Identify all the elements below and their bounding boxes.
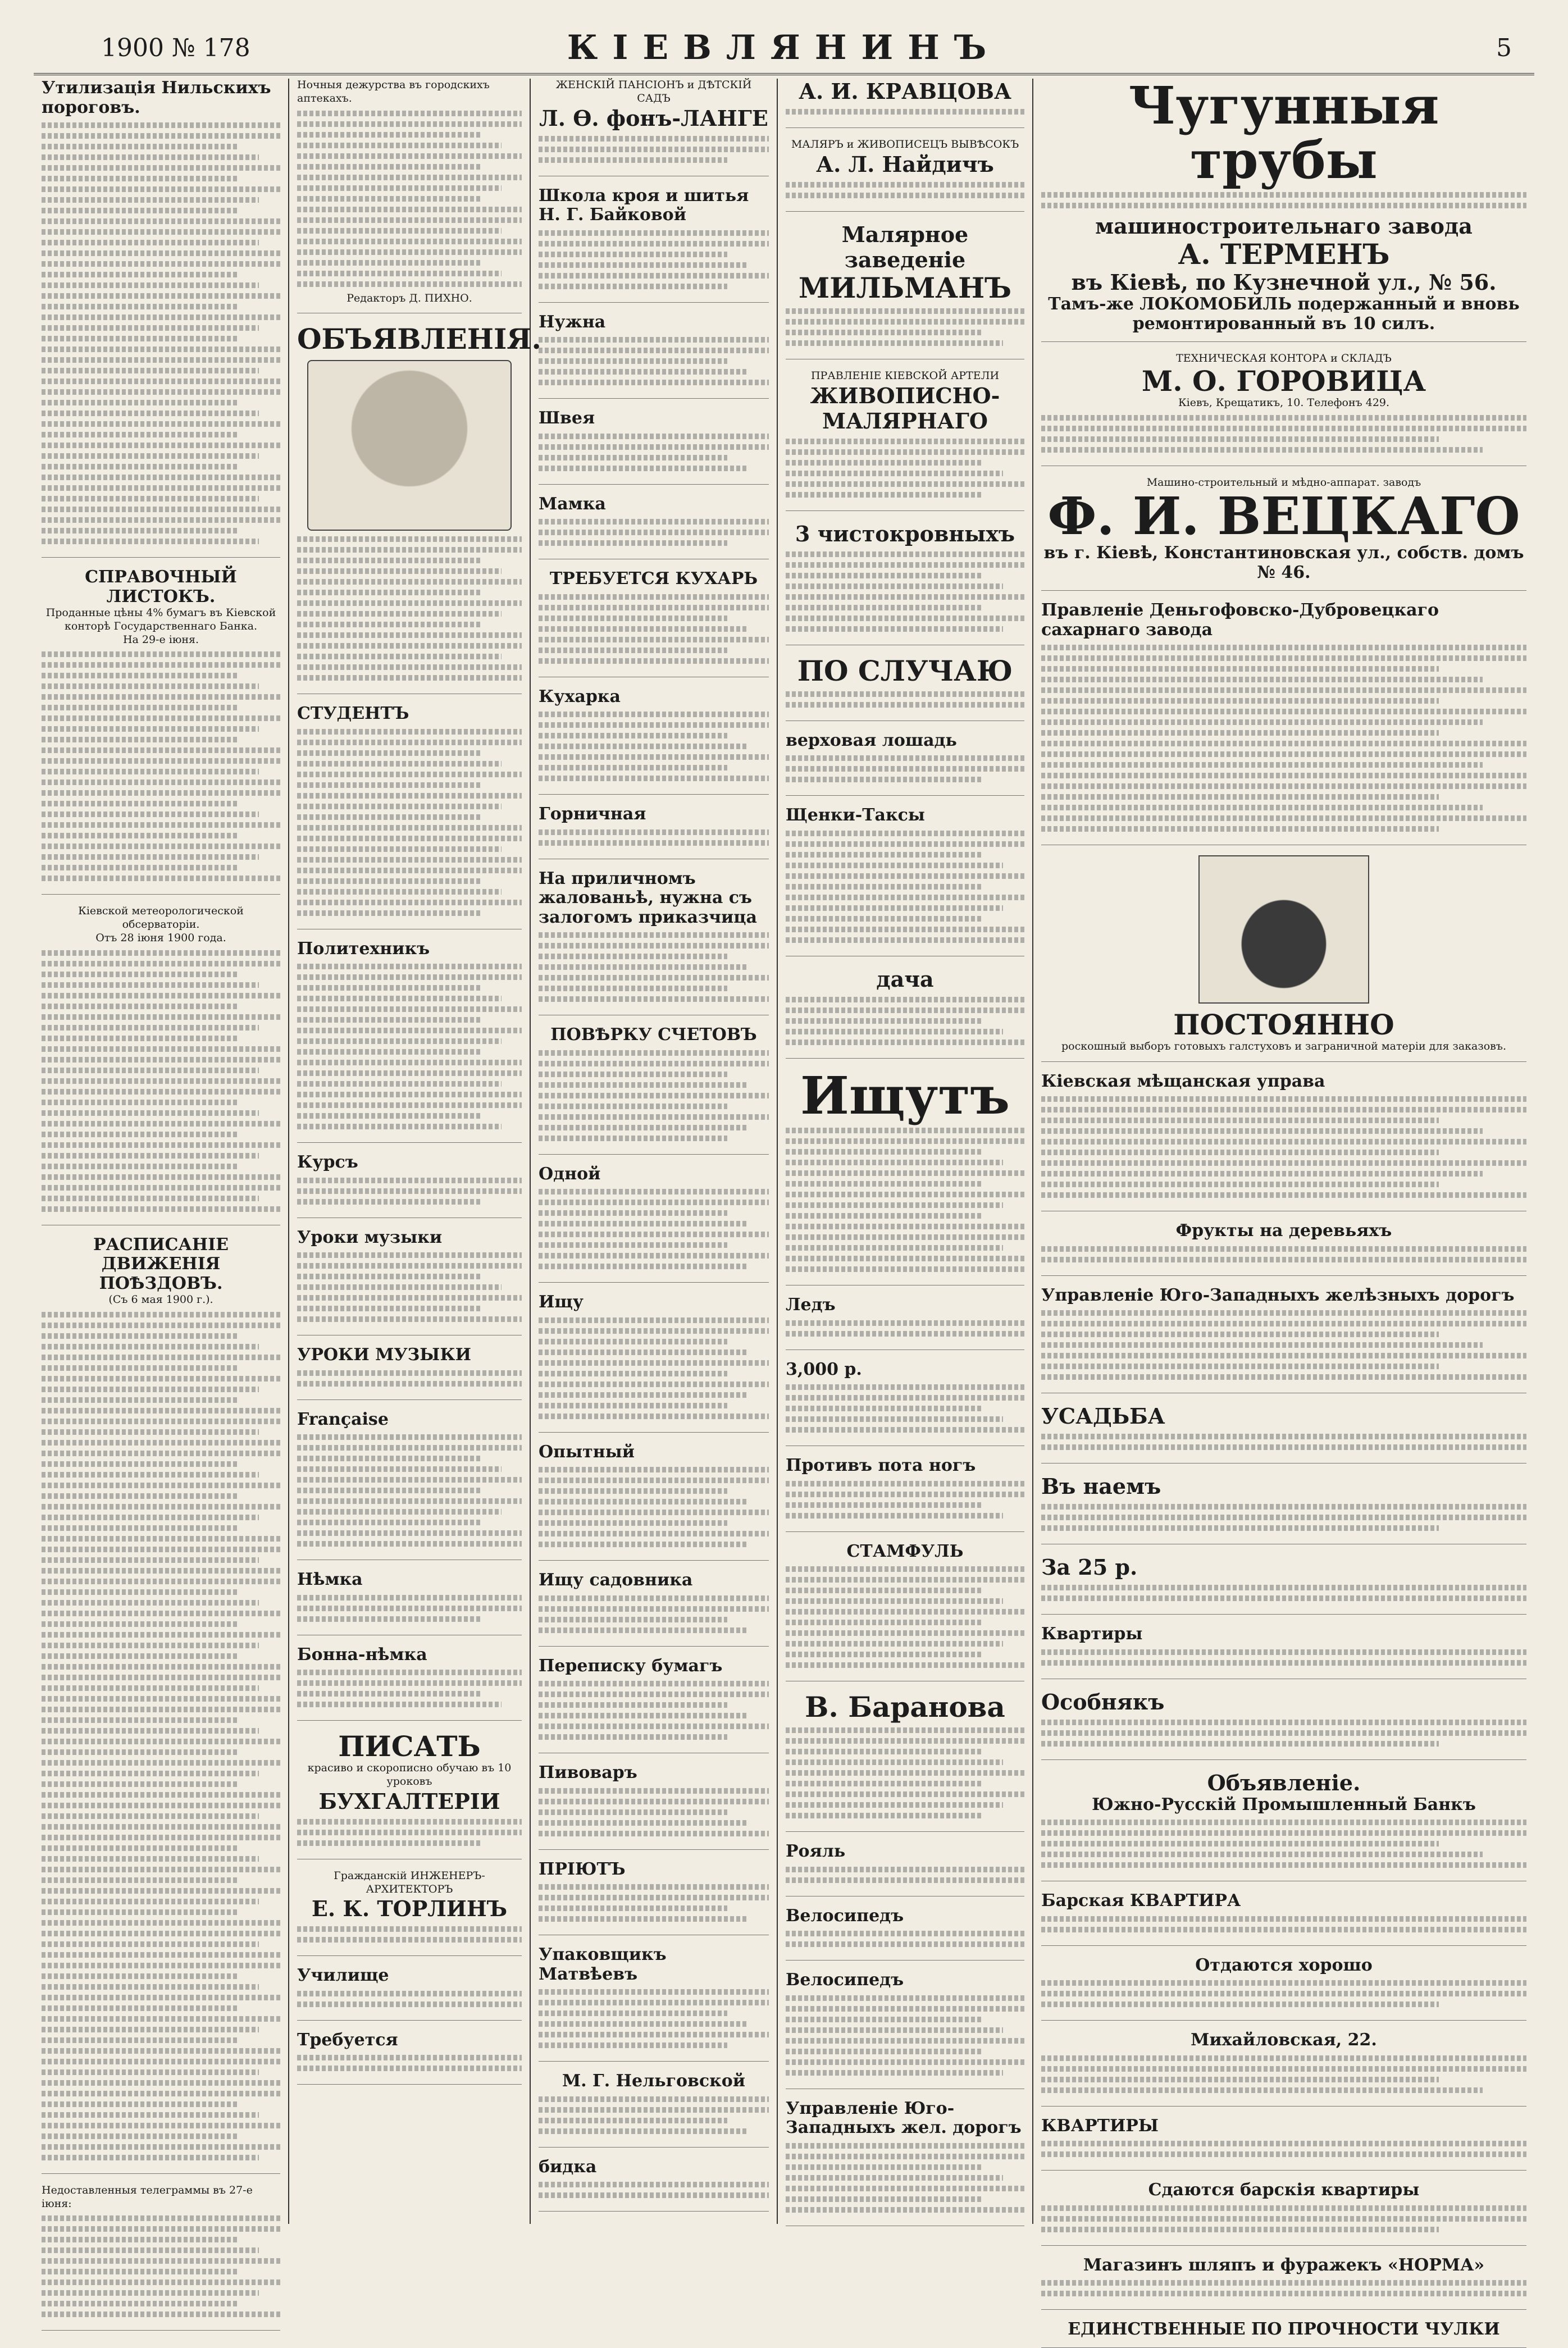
ad-purebred xyxy=(786,521,1024,645)
pension-name: Л. Ѳ. фонъ-ЛАНГЕ xyxy=(539,105,768,131)
ad-bicycle xyxy=(786,1907,1024,1961)
dacha-title: дача xyxy=(876,966,934,992)
notice-title: Объявленіе. xyxy=(1207,1770,1361,1795)
schedule-title: РАСПИСАНІЕ ДВИЖЕНІЯ ПОѢЗДОВЪ. xyxy=(93,1234,229,1293)
column-3 xyxy=(531,79,778,2224)
ad-cook-woman xyxy=(539,687,769,795)
ad-keyword: УРОКИ МУЗЫКИ xyxy=(297,1345,471,1365)
ad-student xyxy=(297,704,522,929)
ad-25-rub xyxy=(1041,1554,1526,1615)
ad-salesgirl xyxy=(539,869,769,1016)
ad-apartments xyxy=(1041,1625,1526,1679)
column-2 xyxy=(289,79,541,2224)
ad-keyword: Политехникъ xyxy=(297,938,430,959)
ad-keyword: Щенки-Таксы xyxy=(786,805,925,825)
painter-title: МАЛЯРЪ и ЖИВОПИСЕЦЪ ВЫВѢСОКЪ xyxy=(791,138,1019,151)
horovits-title: ТЕХНИЧЕСКАЯ КОНТОРА и СКЛАДЪ xyxy=(1176,352,1392,365)
ad-paint-shop xyxy=(786,222,1024,359)
ad-required xyxy=(297,2031,522,2085)
purebred-title: 3 чистокровныхъ xyxy=(795,521,1015,546)
pipes-title: Чугунныя трубы xyxy=(1128,75,1439,190)
ad-keyword: Нужна xyxy=(539,312,606,332)
ad-rent-apartments xyxy=(1041,2181,1526,2246)
ad-school xyxy=(297,1966,522,2021)
ad-keyword: Требуется xyxy=(297,2030,398,2050)
painter-name: А. Л. Найдичъ xyxy=(816,151,994,177)
ad-bicycle-2 xyxy=(786,1971,1024,2089)
ad-course xyxy=(297,1153,522,1218)
neckties-title: ПОСТОЯННО xyxy=(1173,1008,1394,1042)
neckties-sub: роскошный выборъ готовыхъ галстуховъ и заграничной матеріи для заказовъ. xyxy=(1061,1040,1507,1053)
ad-keyword: Курсъ xyxy=(297,1152,358,1173)
southwest-title: Управленіе Юго-Западныхъ желѣзныхъ дорогъ xyxy=(1041,1285,1515,1305)
occasion-title: ПО СЛУЧАЮ xyxy=(797,654,1013,687)
ad-nelgovsky xyxy=(539,2072,769,2148)
ad-sewing-school xyxy=(539,186,769,303)
pipes-subtitle: машиностроительнаго завода xyxy=(1095,213,1473,239)
ad-deposit xyxy=(786,1360,1024,1447)
ad-brewer xyxy=(539,1763,769,1850)
ad-seamstress xyxy=(539,409,769,485)
ad-single xyxy=(539,1165,769,1283)
ad-sugar-board xyxy=(1041,601,1526,845)
ad-stockings xyxy=(1041,2320,1526,2348)
ad-wetnurse xyxy=(539,495,769,560)
ad-keyword: Швея xyxy=(539,408,595,428)
ad-kravtsova xyxy=(786,79,1024,128)
ad-politechnik xyxy=(297,940,522,1143)
bank-name: Южно-Русскій Промышленный Банкъ xyxy=(1092,1794,1476,1814)
paint-shop-name: МИЛЬМАНЪ xyxy=(798,271,1012,304)
stamful-title: СТАМФУЛЬ xyxy=(846,1541,964,1561)
ad-keyword: СТУДЕНТЪ xyxy=(297,704,409,724)
editor-line: Редакторъ Д. ПИХНО. xyxy=(347,291,472,304)
horovits-name: М. О. ГОРОВИЦА xyxy=(1141,364,1426,398)
ad-keyword: ПРІЮТЪ xyxy=(539,1859,626,1879)
ad-meshchanskaya xyxy=(1041,1072,1526,1212)
ad-architect-title: Гражданскій ИНЖЕНЕРЪ-АРХИТЕКТОРЪ xyxy=(334,1869,485,1895)
ad-keyword: Барская КВАРТИРА xyxy=(1041,1891,1241,1911)
ad-music-lessons-2 xyxy=(297,1346,522,1400)
ad-southwest-railways xyxy=(1041,1286,1526,1394)
ad-bank-notice xyxy=(1041,1770,1526,1882)
ad-keyword: КВАРТИРЫ xyxy=(1041,2116,1159,2136)
nelgovsky-title: М. Г. Нельговской xyxy=(562,2071,746,2091)
termen-name: А. ТЕРМЕНЪ xyxy=(1178,238,1390,271)
ad-occasion xyxy=(786,655,1024,721)
ad-copying xyxy=(539,1657,769,1754)
ad-artel xyxy=(786,370,1024,511)
artel-name: ЖИВОПИСНО-МАЛЯРНАГО xyxy=(810,382,1000,434)
ad-keyword: Квартиры xyxy=(1041,1624,1143,1644)
ad-norma xyxy=(1041,2256,1526,2310)
ad-keyword: Пивоваръ xyxy=(539,1763,637,1782)
exchange-section xyxy=(42,568,280,895)
meteo-section xyxy=(42,905,280,1225)
column-5 xyxy=(1033,75,1534,2340)
ad-bidka xyxy=(539,2158,769,2212)
ad-dacha xyxy=(786,966,1024,1059)
ad-apartments-2 xyxy=(1041,2117,1526,2171)
ad-writing-title: ПИСАТЬ xyxy=(338,1730,481,1763)
ad-estate xyxy=(1041,1403,1526,1463)
ad-keyword: Велосипедъ xyxy=(786,1905,904,1926)
ad-keyword: Училище xyxy=(297,1966,389,1986)
ad-vetsky xyxy=(1041,476,1526,591)
gardener-title: Ищу садовника xyxy=(539,1570,693,1590)
ad-keyword: Française xyxy=(297,1409,389,1429)
baranova-title: В. Баранова xyxy=(805,1690,1005,1724)
vetsky-name: Ф. И. ВЕЦКАГО xyxy=(1047,486,1520,547)
sweat-title: Противъ пота ногъ xyxy=(786,1456,976,1476)
ad-governess xyxy=(297,1645,522,1721)
ad-keyword: 3,000 р. xyxy=(786,1359,862,1379)
ad-writing-sub: красиво и скорописно обучаю въ 10 уроковъ xyxy=(307,1762,512,1788)
ad-keyword: Упаковщикъ Матвѣевъ xyxy=(539,1945,667,1984)
ad-horovits xyxy=(1041,352,1526,466)
cook-title: ТРЕБУЕТСЯ КУХАРЬ xyxy=(549,569,758,589)
ad-cook xyxy=(539,569,769,677)
train-schedule xyxy=(42,1235,280,2174)
ad-pension xyxy=(539,79,769,176)
ad-keyword: Особнякъ xyxy=(1041,1689,1165,1715)
paint-shop-title: Малярное заведеніе xyxy=(841,221,969,272)
ad-keyword: Горничная xyxy=(539,804,646,824)
ad-fruits xyxy=(1041,1221,1526,1276)
duty-title: Ночныя дежурства въ городскихъ аптекахъ. xyxy=(297,79,490,104)
old-man-illustration xyxy=(307,360,512,531)
termen-address: въ Кіевѣ, по Кузнечной ул., № 56. xyxy=(1071,270,1497,295)
ad-neckties xyxy=(1041,855,1526,1062)
ad-keyword: Велосипедъ xyxy=(786,1970,904,1990)
pharmacy-duty xyxy=(297,79,522,313)
ad-packer xyxy=(539,1945,769,2062)
railway-title: Управленіе Юго-Западныхъ жел. дорогъ xyxy=(786,2098,1022,2138)
given-title: Отдаются хорошо xyxy=(1195,1955,1373,1975)
ad-architect xyxy=(297,1870,522,1957)
ads-header xyxy=(297,322,541,694)
ad-keyword: Нѣмка xyxy=(297,1570,363,1590)
exchange-title: СПРАВОЧНЫЙ ЛИСТОКЪ. xyxy=(85,567,237,607)
ad-lordly-apartment xyxy=(1041,1891,1526,1946)
exchange-subtitle: Проданные цѣны 4% бумагъ въ Кіевской конторѣ Государственнаго Банка. xyxy=(45,607,276,632)
artel-title: ПРАВЛЕНІЕ КІЕВСКОЙ АРТЕЛИ xyxy=(810,369,1000,382)
schedule-subtitle: (Съ 6 мая 1900 г.). xyxy=(108,1293,213,1306)
ad-cast-iron-pipes xyxy=(1041,75,1526,342)
ad-wanted xyxy=(786,1065,1024,1286)
ad-german xyxy=(297,1570,522,1635)
ad-shelter xyxy=(539,1860,769,1936)
mikhailovskaya-title: Михайловская, 22. xyxy=(1191,2030,1377,2050)
meshchanskaya-title: Кіевская мѣщанская управа xyxy=(1041,1071,1325,1091)
wanted-title: Ищутъ xyxy=(800,1065,1010,1126)
masthead: КІЕВЛЯНИНЪ xyxy=(567,28,1001,67)
ad-maid xyxy=(539,805,769,859)
ad-keyword: Уроки музыки xyxy=(297,1227,443,1247)
ad-music-lessons xyxy=(297,1228,522,1336)
ad-seeking xyxy=(539,1293,769,1433)
accounts-title: ПОВѢРКУ СЧЕТОВЪ xyxy=(550,1025,757,1045)
salesgirl-title: На приличномъ жалованьѣ, нужна съ залогомъ приказчица xyxy=(539,868,757,927)
ad-railway xyxy=(786,2099,1024,2226)
ad-keyword: верховая лошадь xyxy=(786,730,957,750)
ad-piano xyxy=(786,1842,1024,1896)
ad-experienced xyxy=(539,1443,769,1561)
ad-keyword: УСАДЬБА xyxy=(1041,1403,1165,1429)
ad-dachshund xyxy=(786,806,1024,956)
ad-horse xyxy=(786,731,1024,796)
ad-baranova xyxy=(786,1692,1024,1832)
ad-writing xyxy=(297,1731,522,1859)
telegrams xyxy=(42,2184,280,2331)
ad-keyword: Мамка xyxy=(539,494,606,514)
horovits-address: Кіевъ, Крещатикъ, 10. Телефонъ 429. xyxy=(1178,396,1390,409)
ad-stamful xyxy=(786,1542,1024,1682)
copying-title: Переписку бумагъ xyxy=(539,1656,723,1676)
ad-mikhailovskaya xyxy=(1041,2031,1526,2107)
meteo-date: Отъ 28 іюня 1900 года. xyxy=(95,931,226,944)
ad-bookkeeping: БУХГАЛТЕРІИ xyxy=(318,1788,500,1814)
issue-date: 1900 № 178 xyxy=(101,34,250,62)
norma-title: Магазинъ шляпъ и фуражекъ «НОРМА» xyxy=(1083,2255,1485,2275)
newspaper-header xyxy=(34,17,1534,75)
ad-keyword: Одной xyxy=(539,1164,601,1184)
ad-keyword: бидка xyxy=(539,2156,597,2177)
ad-keyword: Ищу xyxy=(539,1292,584,1312)
ad-foot-sweat xyxy=(786,1456,1024,1532)
nile-article xyxy=(42,79,280,558)
stockings-title: ЕДИНСТВЕННЫЕ ПО ПРОЧНОСТИ ЧУЛКИ xyxy=(1068,2319,1500,2340)
ad-keyword: Рояль xyxy=(786,1841,846,1862)
ad-painter xyxy=(786,138,1024,212)
ad-keyword: За 25 р. xyxy=(1041,1554,1138,1580)
exchange-date: На 29-е іюня. xyxy=(122,633,199,646)
page-number: 5 xyxy=(1496,34,1512,62)
telegram-title: Недоставленныя телеграммы въ 27-е іюня: xyxy=(42,2183,253,2210)
ads-title: ОБЪЯВЛЕНІЯ. xyxy=(297,322,541,356)
ad-keyword: Въ наемъ xyxy=(1041,1474,1161,1499)
fruits-title: Фрукты на деревьяхъ xyxy=(1175,1221,1392,1241)
ad-keyword: Ледъ xyxy=(786,1295,836,1315)
column-1 xyxy=(34,79,289,2224)
ad-for-rent xyxy=(1041,1474,1526,1544)
ad-keyword: Опытный xyxy=(539,1442,635,1462)
necktie-illustration xyxy=(1198,855,1369,1004)
school-title: Школа кроя и шитья xyxy=(539,185,749,206)
ad-keyword: Бонна-нѣмка xyxy=(297,1644,427,1665)
article-title: Утилизація Нильскихъ пороговъ. xyxy=(42,78,271,117)
ad-mansion xyxy=(1041,1689,1526,1760)
ad-gardener xyxy=(539,1571,769,1647)
sugar-title: Правленіе Деньгофовско-Дубровецкаго сахарнаго завода xyxy=(1041,600,1439,640)
vetsky-title: Машино-строительный и мѣдно-аппарат. заводъ xyxy=(1146,476,1421,489)
rent-title: Сдаются барскія квартиры xyxy=(1148,2180,1420,2200)
school-name: Н. Г. Байковой xyxy=(539,205,686,225)
column-4 xyxy=(778,79,1033,2224)
ad-accounts xyxy=(539,1025,769,1155)
ad-french xyxy=(297,1410,522,1561)
ad-given-well xyxy=(1041,1956,1526,2021)
lokomobil-line: Тамъ-же ЛОКОМОБИЛЬ подержанный и вновь ремонтированный въ 10 силъ. xyxy=(1048,294,1520,334)
meteo-title: Кіевской метеорологической обсерваторіи. xyxy=(78,905,244,931)
pension-title: ЖЕНСКІЙ ПАНСІОНЪ и ДѢТСКІЙ САДЪ xyxy=(555,79,752,104)
kravtsova-title: А. И. КРАВЦОВА xyxy=(799,79,1011,104)
ad-ice xyxy=(786,1296,1024,1350)
ad-architect-name: Е. К. ТОРЛИНЪ xyxy=(311,1896,508,1922)
vetsky-address: въ г. Кіевѣ, Константиновская ул., собств. домъ № 46. xyxy=(1043,543,1524,582)
ad-nurse xyxy=(539,313,769,399)
ad-keyword: Кухарка xyxy=(539,686,621,706)
